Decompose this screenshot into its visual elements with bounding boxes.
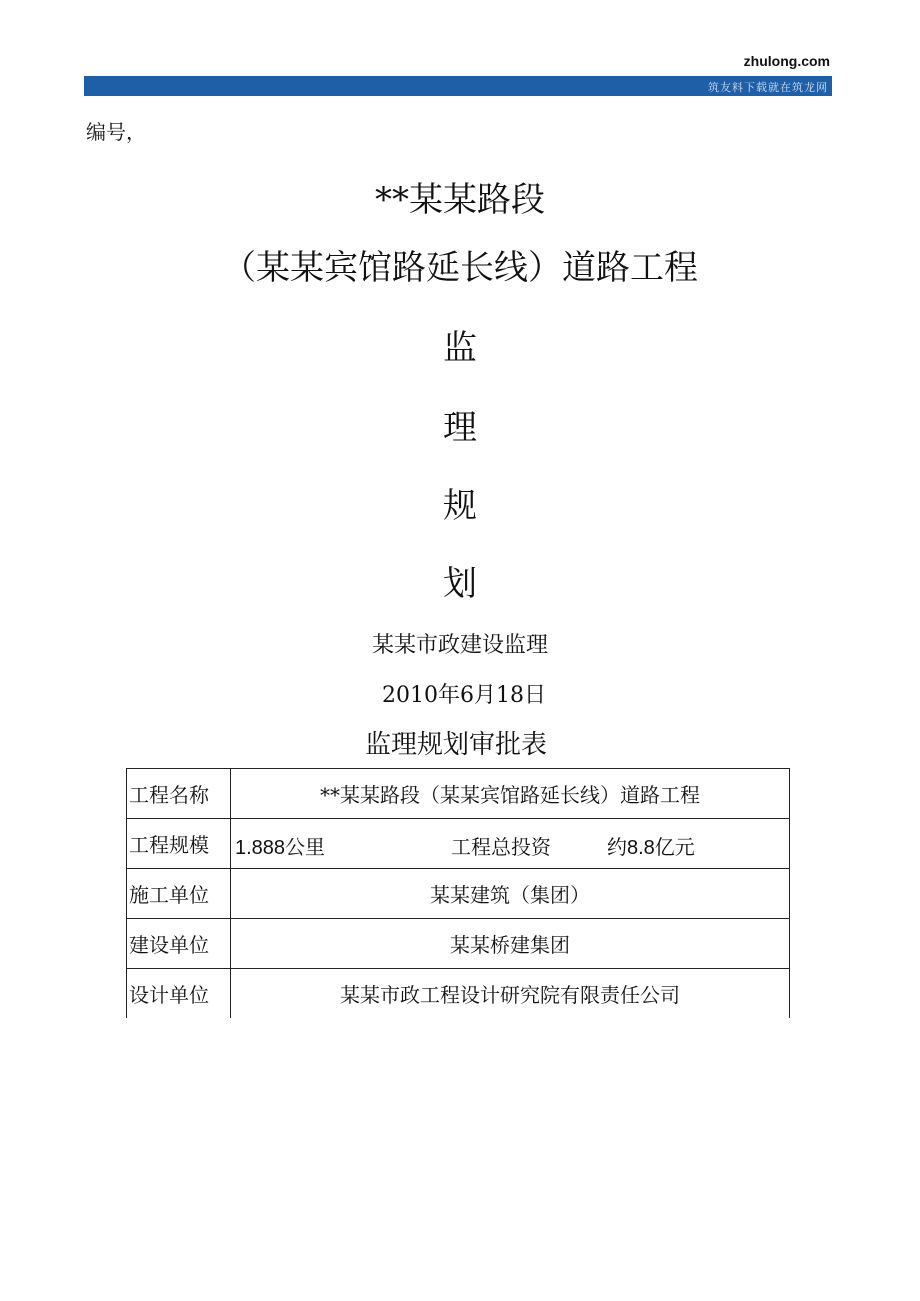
title-vertical-char-4: 划	[443, 564, 477, 604]
doc-number-label: 编号，	[86, 120, 146, 144]
header-slogan: 筑友料下载就在筑龙网	[708, 81, 828, 94]
table-row	[127, 969, 789, 1018]
approval-table	[126, 768, 790, 1018]
investment-value: 约8.8亿元	[607, 837, 695, 859]
table-row	[127, 819, 789, 869]
row-label: 施工单位	[127, 869, 231, 918]
investment-label: 工程总投资	[451, 835, 551, 859]
approval-table-title: 监理规划审批表	[364, 730, 547, 760]
title-vertical-char-1: 监	[443, 328, 477, 368]
row-label: 工程名称	[127, 769, 231, 818]
row-label: 工程规模	[127, 819, 231, 868]
row-value: 某某市政工程设计研究院有限责任公司	[340, 983, 680, 1007]
row-value-split	[231, 819, 789, 868]
row-value: 某某建筑（集团）	[430, 883, 590, 907]
row-label: 建设单位	[127, 919, 231, 968]
header-brand: zhulong.com	[743, 53, 830, 69]
header-band	[84, 76, 832, 96]
row-label: 设计单位	[127, 969, 231, 1018]
project-scale: 1.888公里	[235, 837, 326, 859]
row-value: **某某路段（某某宾馆路延长线）道路工程	[320, 783, 700, 807]
table-row	[127, 919, 789, 969]
row-value: 某某桥建集团	[450, 933, 570, 957]
title-vertical-char-2: 理	[443, 408, 477, 448]
table-row	[127, 869, 789, 919]
title-line-2: （某某宾馆路延长线）道路工程	[222, 248, 698, 288]
title-vertical-char-3: 规	[443, 486, 477, 526]
title-line-1: **某某路段	[375, 180, 545, 220]
table-row	[127, 769, 789, 819]
company-name: 某某市政建设监理	[371, 633, 548, 658]
document-date: 2010年6月18日	[382, 683, 546, 708]
